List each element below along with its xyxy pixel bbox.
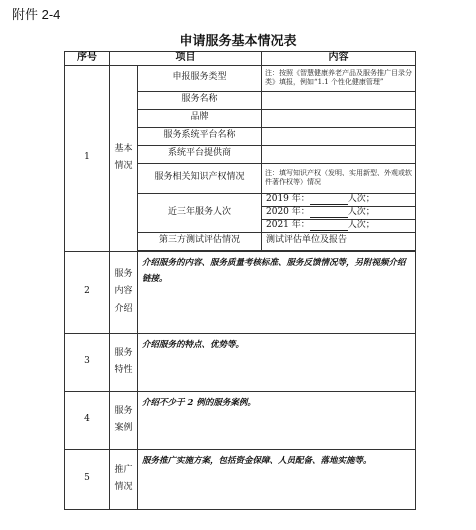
category-feature: 服务 特性 [110, 333, 138, 391]
table-row [65, 391, 416, 449]
category-promo: 推广 情况 [110, 449, 138, 509]
category-intro: 服务 内容 介绍 [110, 251, 138, 333]
col-header-item: 项目 [110, 52, 262, 66]
table-header-row [65, 52, 416, 66]
table-row [65, 65, 416, 91]
table-row [65, 449, 416, 509]
note-ip[interactable]: 注：填写知识产权（发明、实用新型、外观或软件著作权等）情况 [262, 163, 416, 193]
value-third-party-eval[interactable]: 测试评估单位及报告 [262, 232, 416, 250]
year-2021[interactable]: 2021 年： 人次； [262, 219, 416, 232]
note-service-type[interactable]: 注：按照《智慧健康养老产品及服务推广目录分类》填报，例如“1.1 个性化健康管理” [262, 65, 416, 91]
application-table [64, 51, 416, 510]
seq-2: 2 [65, 251, 110, 333]
item-third-party-eval: 第三方测试评估情况 [138, 232, 262, 250]
year-2019[interactable]: 2019 年： 人次； [262, 193, 416, 206]
item-platform-provider: 系统平台提供商 [138, 145, 262, 163]
item-service-type: 申报服务类型 [138, 65, 262, 91]
item-service-times: 近三年服务人次 [138, 193, 262, 232]
col-header-content: 内容 [262, 52, 416, 66]
category-basic: 基本 情况 [110, 65, 138, 251]
item-ip: 服务相关知识产权情况 [138, 163, 262, 193]
value-service-name[interactable] [262, 91, 416, 109]
content-feature[interactable]: 介绍服务的特点、优势等。 [138, 333, 416, 391]
item-brand: 品牌 [138, 109, 262, 127]
category-cases: 服务 案例 [110, 391, 138, 449]
item-service-name: 服务名称 [138, 91, 262, 109]
content-cases[interactable]: 介绍不少于 2 例的服务案例。 [138, 391, 416, 449]
year-2020[interactable]: 2020 年： 人次； [262, 206, 416, 219]
page-title: 申请服务基本情况表 [179, 34, 297, 49]
col-header-seq: 序号 [65, 52, 110, 66]
value-platform-name[interactable] [262, 127, 416, 145]
seq-1: 1 [65, 65, 110, 251]
annex-label: 附件 2-4 [12, 7, 61, 22]
value-brand[interactable] [262, 109, 416, 127]
content-intro[interactable]: 介绍服务的内容、服务质量考核标准、服务反馈情况等，另附视频介绍链接。 [138, 251, 416, 333]
table-row [65, 251, 416, 333]
seq-4: 4 [65, 391, 110, 449]
seq-5: 5 [65, 449, 110, 509]
value-platform-provider[interactable] [262, 145, 416, 163]
table-row [65, 333, 416, 391]
seq-3: 3 [65, 333, 110, 391]
content-promo[interactable]: 服务推广实施方案，包括资金保障、人员配备、落地实施等。 [138, 449, 416, 509]
item-platform-name: 服务系统平台名称 [138, 127, 262, 145]
